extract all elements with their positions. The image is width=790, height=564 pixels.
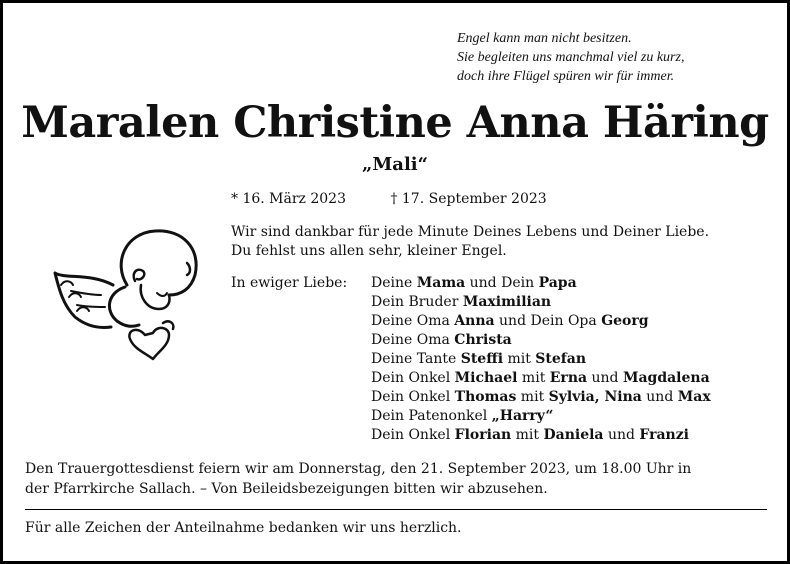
mourner-name: Anna (454, 313, 495, 329)
mourner-line (371, 350, 711, 369)
mourner-name: Franzi (639, 427, 689, 443)
service-announcement (25, 459, 691, 499)
mourner-name: Thomas (454, 389, 517, 405)
poem-line-1: Engel kann man nicht besitzen. (457, 31, 632, 46)
life-dates (231, 189, 547, 209)
mourner-relation: und Dein Opa (494, 313, 602, 329)
mourner-line (371, 331, 711, 350)
thanks-line-2: Du fehlst uns allen sehr, kleiner Engel. (231, 243, 507, 259)
mourners-label: In ewiger Liebe: (231, 275, 348, 291)
mourner-name: Sylvia, Nina (548, 389, 642, 405)
mourner-name: Florian (454, 427, 512, 443)
mourner-relation: Dein Onkel (371, 389, 455, 405)
mourner-name: Maximilian (462, 294, 552, 310)
mourner-relation: Dein Onkel (371, 370, 455, 386)
closing-text: Für alle Zeichen der Anteilnahme bedanken wir uns herzlich. (25, 520, 462, 536)
mourner-line (371, 312, 711, 331)
divider (25, 509, 767, 510)
mourner-relation: Deine Tante (371, 351, 461, 367)
angel-with-heart-icon (41, 223, 201, 363)
mourner-relation: Deine Oma (371, 332, 455, 348)
mourner-name: Georg (601, 313, 649, 329)
service-line-2: der Pfarrkirche Sallach. – Von Beileidsbezeigungen bitten wir abzusehen. (25, 481, 548, 497)
mourner-relation: mit (517, 370, 550, 386)
thanks-text (231, 223, 709, 261)
mourner-name: Stefan (535, 351, 587, 367)
poem-line-3: doch ihre Flügel spüren wir für immer. (457, 69, 675, 84)
mourners-list (371, 274, 711, 445)
mourner-line (371, 369, 711, 388)
mourner-relation: Deine Oma (371, 313, 455, 329)
mourner-relation: Dein Onkel (371, 427, 455, 443)
mourner-relation: Deine (371, 275, 417, 291)
mourner-name: Mama (416, 275, 466, 291)
mourner-line (371, 426, 711, 445)
mourner-line (371, 407, 711, 426)
mourner-relation: und (587, 370, 623, 386)
mourner-line (371, 274, 711, 293)
mourner-name: Magdalena (622, 370, 710, 386)
mourner-relation: und (603, 427, 640, 443)
mourner-name: „Harry“ (491, 408, 554, 424)
mourner-relation: mit (511, 427, 544, 443)
mourner-name: Michael (454, 370, 518, 386)
service-line-1: Den Trauergottesdienst feiern wir am Donnerstag, den 21. September 2023, um 18.00 Uhr in (25, 461, 692, 477)
deceased-name: Maralen Christine Anna Häring (21, 98, 769, 148)
mourner-line (371, 388, 711, 407)
mourner-name: Max (677, 389, 711, 405)
mourner-relation: und Dein (465, 275, 539, 291)
mourner-relation: und (641, 389, 678, 405)
mourner-relation: Dein Patenonkel (371, 408, 492, 424)
poem-line-2: Sie begleiten uns manchmal viel zu kurz, (457, 50, 685, 65)
mourner-name: Christa (454, 332, 512, 348)
birth-date: * 16. März 2023 (231, 191, 346, 207)
mourner-relation: mit (503, 351, 536, 367)
poem (457, 29, 684, 86)
mourner-relation: mit (516, 389, 549, 405)
deceased-nickname: „Mali“ (362, 154, 428, 175)
mourner-line (371, 293, 711, 312)
mourner-name: Papa (538, 275, 577, 291)
thanks-line-1: Wir sind dankbar für jede Minute Deines Lebens und Deiner Liebe. (231, 224, 710, 240)
mourner-name: Daniela (543, 427, 604, 443)
death-date: † 17. September 2023 (390, 191, 547, 207)
mourner-name: Erna (549, 370, 588, 386)
mourner-name: Steffi (460, 351, 504, 367)
mourner-relation: Dein Bruder (371, 294, 463, 310)
